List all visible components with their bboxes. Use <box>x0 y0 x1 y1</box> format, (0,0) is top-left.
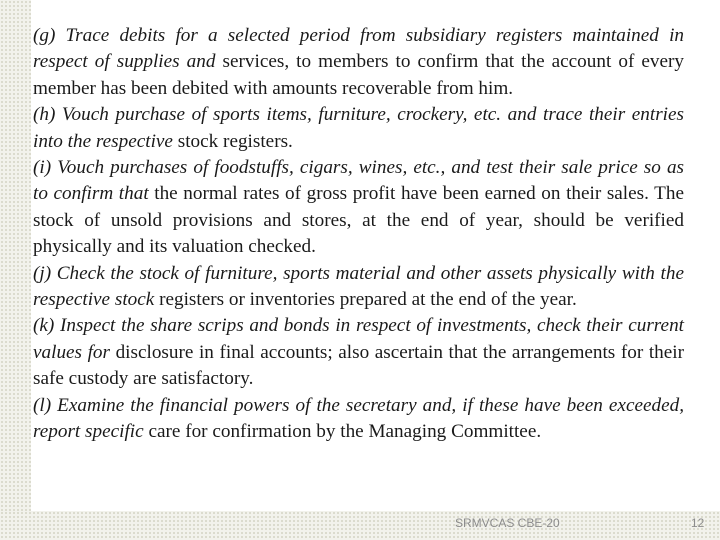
item-j <box>33 261 684 314</box>
item-k <box>33 313 684 392</box>
bottom-decorative-band <box>0 511 720 540</box>
item-l-text: care for confirmation by the Managing Committee. <box>143 421 542 443</box>
left-decorative-band <box>0 0 31 540</box>
item-j-italic: (j) Check the stock of furniture, sports material and other assets physically with the respective stock <box>33 262 684 311</box>
item-l-italic: (l) Examine the financial powers of the secretary and, if these have been exceeded, report specific <box>33 394 684 443</box>
page-number: 12 <box>691 516 705 530</box>
item-i-italic: (i) Vouch purchases of foodstuffs, cigars, wines, etc., and test their sale price so as to confirm that <box>33 157 684 205</box>
item-h-text: stock registers. <box>172 130 293 152</box>
item-h-italic: (h) Vouch purchase of sports items, furniture, crockery, etc. and trace their entries into the respective <box>33 104 684 152</box>
item-i <box>33 155 684 261</box>
item-h <box>33 102 684 155</box>
item-j-text: registers or inventories prepared at the end of the year. <box>154 289 577 311</box>
item-i-text: the normal rates of gross profit have been earned on their sales. The stock of unsold provisions and stores, at the end of year, should be verified physically and its valuation checked. <box>33 183 684 258</box>
item-g-text: services, to members to confirm that the account of every member has been debited with amounts recoverable from him. <box>33 51 685 99</box>
item-g-italic: (g) Trace debits for a selected period from subsidiary registers maintained in respect of supplies and <box>33 25 684 73</box>
item-l <box>33 393 684 446</box>
slide-body <box>33 23 684 446</box>
item-k-italic: (k) Inspect the share scrips and bonds in respect of investments, check their current values for <box>33 315 684 363</box>
item-k-text: disclosure in final accounts; also ascertain that the arrangements for their safe custody are satisfactory. <box>33 341 684 390</box>
item-g <box>33 23 684 102</box>
footer-text: SRMVCAS CBE-20 <box>455 516 560 530</box>
